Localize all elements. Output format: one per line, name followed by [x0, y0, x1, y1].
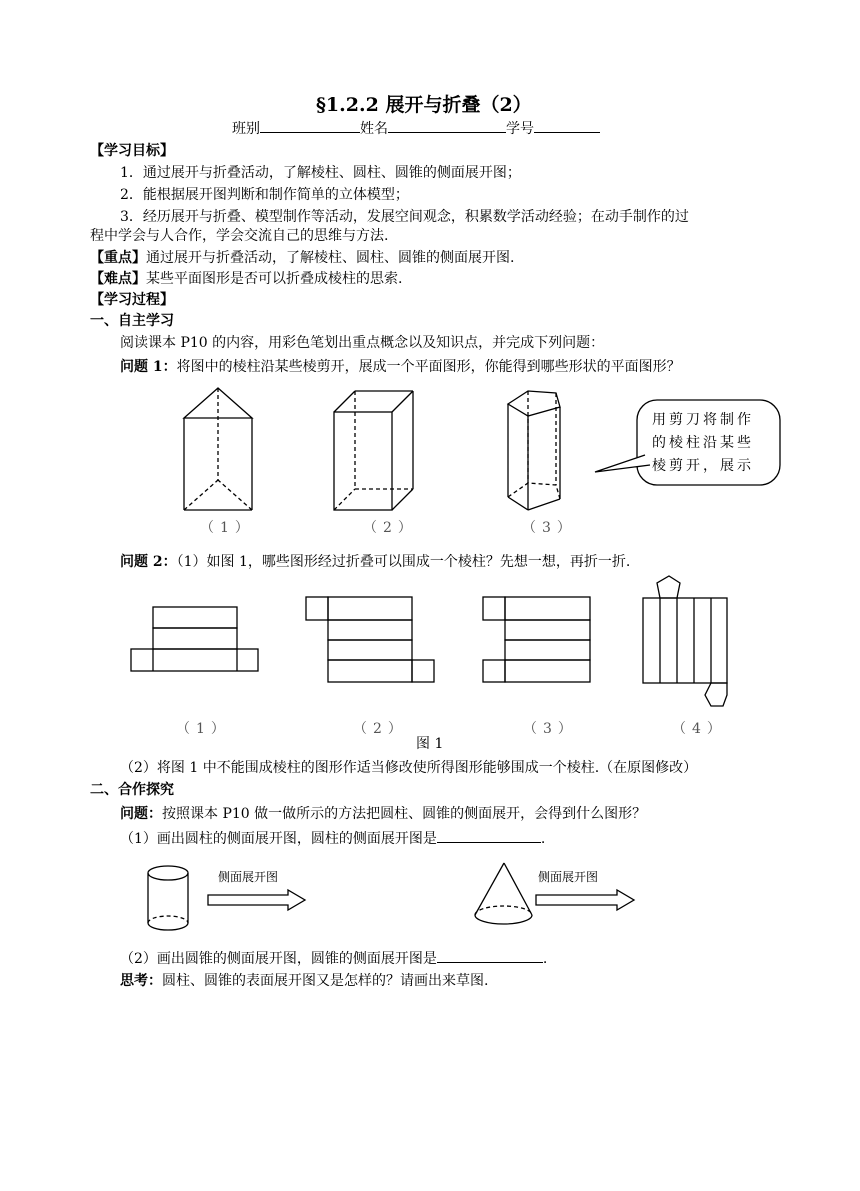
cylinder-answer-field[interactable]: [437, 829, 541, 843]
question-2-text: （1）如图 1，哪些图形经过折叠可以围成一个棱柱？先想一想，再折一折.: [176, 554, 631, 570]
triangular-prism-figure: [184, 388, 252, 510]
page-title: §1.2.2 展开与折叠（2）: [316, 94, 532, 116]
pentagonal-prism-figure: [508, 391, 560, 510]
question-1-text: 将图中的棱柱沿某些棱剪开，展成一个平面图形，你能得到哪些形状的平面图形？: [176, 359, 681, 375]
bubble-line: 用剪刀将制作: [652, 412, 754, 428]
goal-item: 2．能根据展开图判断和制作简单的立体模型；: [120, 187, 409, 203]
net-caption: （3）: [523, 721, 578, 737]
cone-question: （2）画出圆锥的侧面展开图，圆锥的侧面展开图是 .: [120, 951, 548, 967]
think-question: [120, 970, 488, 990]
key-point-text: 通过展开与折叠活动，了解棱柱、圆柱、圆锥的侧面展开图.: [146, 250, 515, 266]
question-1: [120, 356, 681, 376]
think-text: 圆柱、圆锥的表面展开图又是怎样的？请画出来草图.: [162, 973, 489, 989]
figure-label: 图 1: [416, 736, 444, 752]
prism-caption: （2）: [363, 520, 418, 536]
net-figure-3: [483, 597, 590, 682]
class-field[interactable]: [260, 119, 360, 133]
name-label: 姓名: [360, 121, 388, 137]
header-fields: [232, 118, 600, 138]
question-2: [120, 551, 630, 571]
cylinder-figure: [148, 866, 188, 930]
net-figure-4: [643, 576, 727, 706]
difficulty: [90, 268, 402, 288]
process-heading: 【学习过程】: [90, 292, 174, 308]
net-figure-2: [306, 597, 434, 682]
difficulty-label: 【难点】: [90, 271, 146, 287]
section1-intro: 阅读课本 P10 的内容，用彩色笔划出重点概念以及知识点，并完成下列问题：: [120, 335, 605, 351]
arrow-icon: [536, 890, 634, 910]
net-figure-1: [131, 607, 258, 671]
cylinder-question-text: （1）画出圆柱的侧面展开图，圆柱的侧面展开图是: [120, 831, 437, 847]
section2-heading: 二、合作探究: [90, 782, 174, 798]
cylinder-question: （1）画出圆柱的侧面展开图，圆柱的侧面展开图是 .: [120, 831, 546, 847]
id-label: 学号: [506, 121, 534, 137]
key-point-label: 【重点】: [90, 250, 146, 266]
prism-caption: （3）: [522, 520, 577, 536]
class-label: 班别: [232, 121, 260, 137]
cone-answer-field[interactable]: [437, 949, 543, 963]
net-caption: （1）: [176, 721, 231, 737]
net-caption: （2）: [353, 721, 408, 737]
key-point: [90, 247, 514, 267]
think-label: 思考：: [120, 973, 162, 989]
net-figures: [0, 575, 860, 715]
cone-question-text: （2）画出圆锥的侧面展开图，圆锥的侧面展开图是: [120, 951, 437, 967]
id-field[interactable]: [534, 119, 600, 133]
arrow-icon: [208, 890, 305, 910]
rectangular-prism-figure: [334, 391, 413, 510]
cone-figure: [475, 863, 532, 924]
bubble-line: 的棱柱沿某些: [652, 435, 754, 451]
section1-heading: 一、自主学习: [90, 313, 174, 329]
goal-item: 1．通过展开与折叠活动，了解棱柱、圆柱、圆锥的侧面展开图；: [120, 165, 521, 181]
section2-question-label: 问题：: [120, 806, 162, 822]
goals-heading: 【学习目标】: [90, 143, 174, 159]
goal-item: 3．经历展开与折叠、模型制作等活动，发展空间观念，积累数学活动经验；在动手制作的过: [120, 209, 689, 225]
arrow-label: 侧面展开图: [538, 870, 599, 884]
difficulty-text: 某些平面图形是否可以折叠成棱柱的思索.: [146, 271, 403, 287]
section2-question-text: 按照课本 P10 做一做所示的方法把圆柱、圆锥的侧面展开，会得到什么图形？: [162, 806, 647, 822]
arrow-label: 侧面展开图: [218, 870, 279, 884]
question-2-label: 问题 2：: [120, 554, 177, 570]
speech-bubble: [652, 409, 754, 478]
question-1-label: 问题 1：: [120, 359, 177, 375]
question-2-part-2: （2）将图 1 中不能围成棱柱的图形作适当修改使所得图形能够围成一个棱柱.（在原图修改）: [120, 760, 698, 776]
net-caption: （4）: [672, 721, 727, 737]
section2-question: [120, 803, 646, 823]
goal-item: 程中学会与人合作，学会交流自己的思维与方法.: [90, 228, 389, 244]
solid-figures: [0, 855, 860, 945]
bubble-line: 棱剪开，展示: [652, 458, 754, 474]
prism-caption: （1）: [200, 520, 255, 536]
name-field[interactable]: [388, 119, 506, 133]
